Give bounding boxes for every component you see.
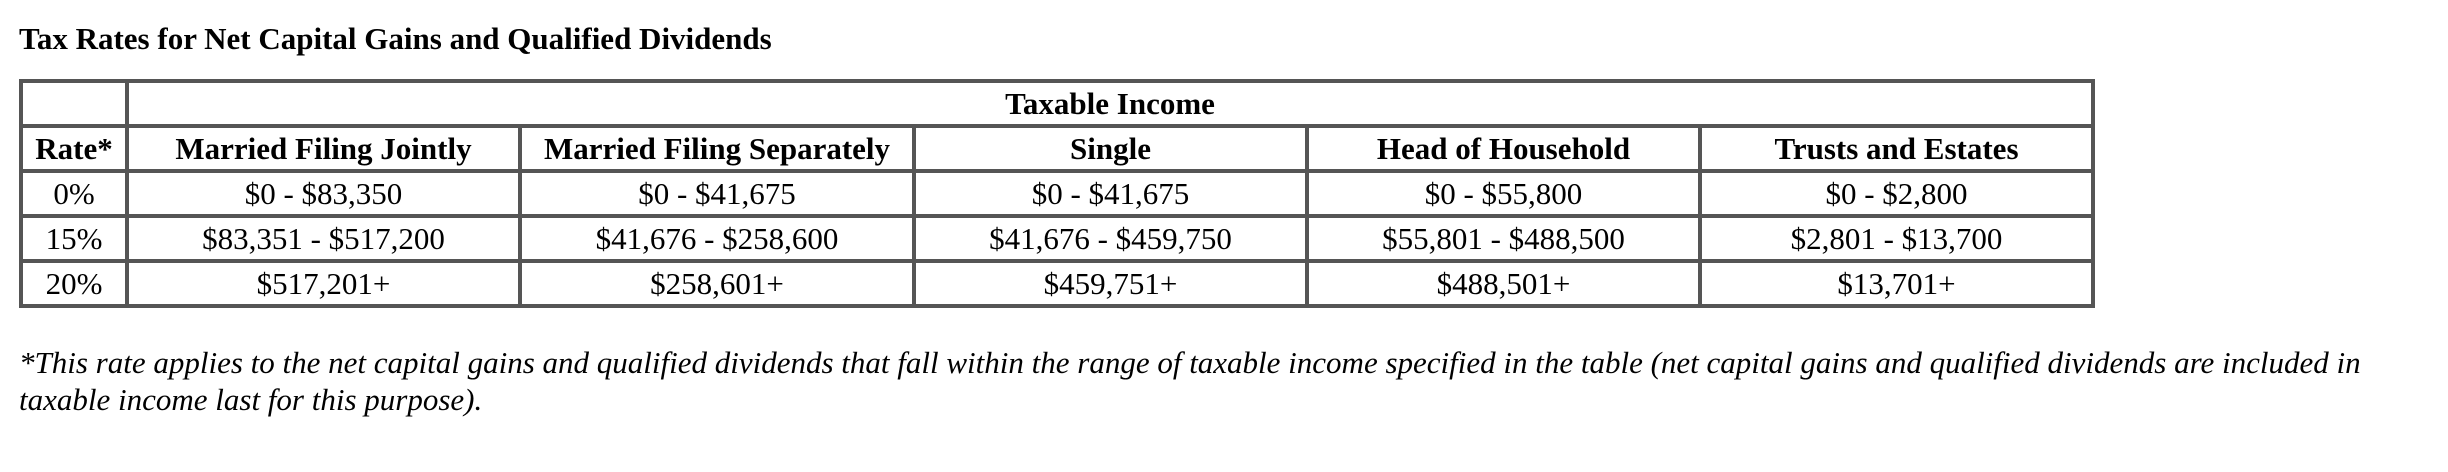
column-header-married-filing-separately: Married Filing Separately — [520, 126, 914, 171]
tax-rates-table — [19, 79, 2095, 308]
table-row — [21, 171, 2093, 216]
table-cell: $488,501+ — [1307, 261, 1700, 306]
table-cell: $0 - $2,800 — [1700, 171, 2093, 216]
table-row — [21, 216, 2093, 261]
table-cell: $0 - $41,675 — [914, 171, 1307, 216]
table-cell: $83,351 - $517,200 — [127, 216, 520, 261]
group-header-row — [21, 81, 2093, 126]
table-cell: $41,676 - $258,600 — [520, 216, 914, 261]
column-header-married-filing-jointly: Married Filing Jointly — [127, 126, 520, 171]
column-header-trusts-and-estates: Trusts and Estates — [1700, 126, 2093, 171]
table-cell: $41,676 - $459,750 — [914, 216, 1307, 261]
table-cell: $55,801 - $488,500 — [1307, 216, 1700, 261]
table-cell: $258,601+ — [520, 261, 914, 306]
table-cell: $13,701+ — [1700, 261, 2093, 306]
table-cell: $0 - $41,675 — [520, 171, 914, 216]
rate-column-header: Rate* — [21, 126, 127, 171]
column-header-row — [21, 126, 2093, 171]
column-header-head-of-household: Head of Household — [1307, 126, 1700, 171]
table-cell: $459,751+ — [914, 261, 1307, 306]
rate-cell: 0% — [21, 171, 127, 216]
column-header-single: Single — [914, 126, 1307, 171]
rate-header-spacer — [21, 81, 127, 126]
footnote: *This rate applies to the net capital gains and qualified dividends that fall within the range of taxable income specified in the table (net capital gains and qualified dividends are included in taxable income last for this purpose). — [19, 345, 2361, 417]
table-row — [21, 261, 2093, 306]
rate-cell: 20% — [21, 261, 127, 306]
table-cell: $0 - $83,350 — [127, 171, 520, 216]
table-cell: $517,201+ — [127, 261, 520, 306]
table-cell: $0 - $55,800 — [1307, 171, 1700, 216]
table-cell: $2,801 - $13,700 — [1700, 216, 2093, 261]
page-title: Tax Rates for Net Capital Gains and Qualified Dividends — [19, 21, 772, 56]
rate-cell: 15% — [21, 216, 127, 261]
taxable-income-header: Taxable Income — [127, 81, 2093, 126]
